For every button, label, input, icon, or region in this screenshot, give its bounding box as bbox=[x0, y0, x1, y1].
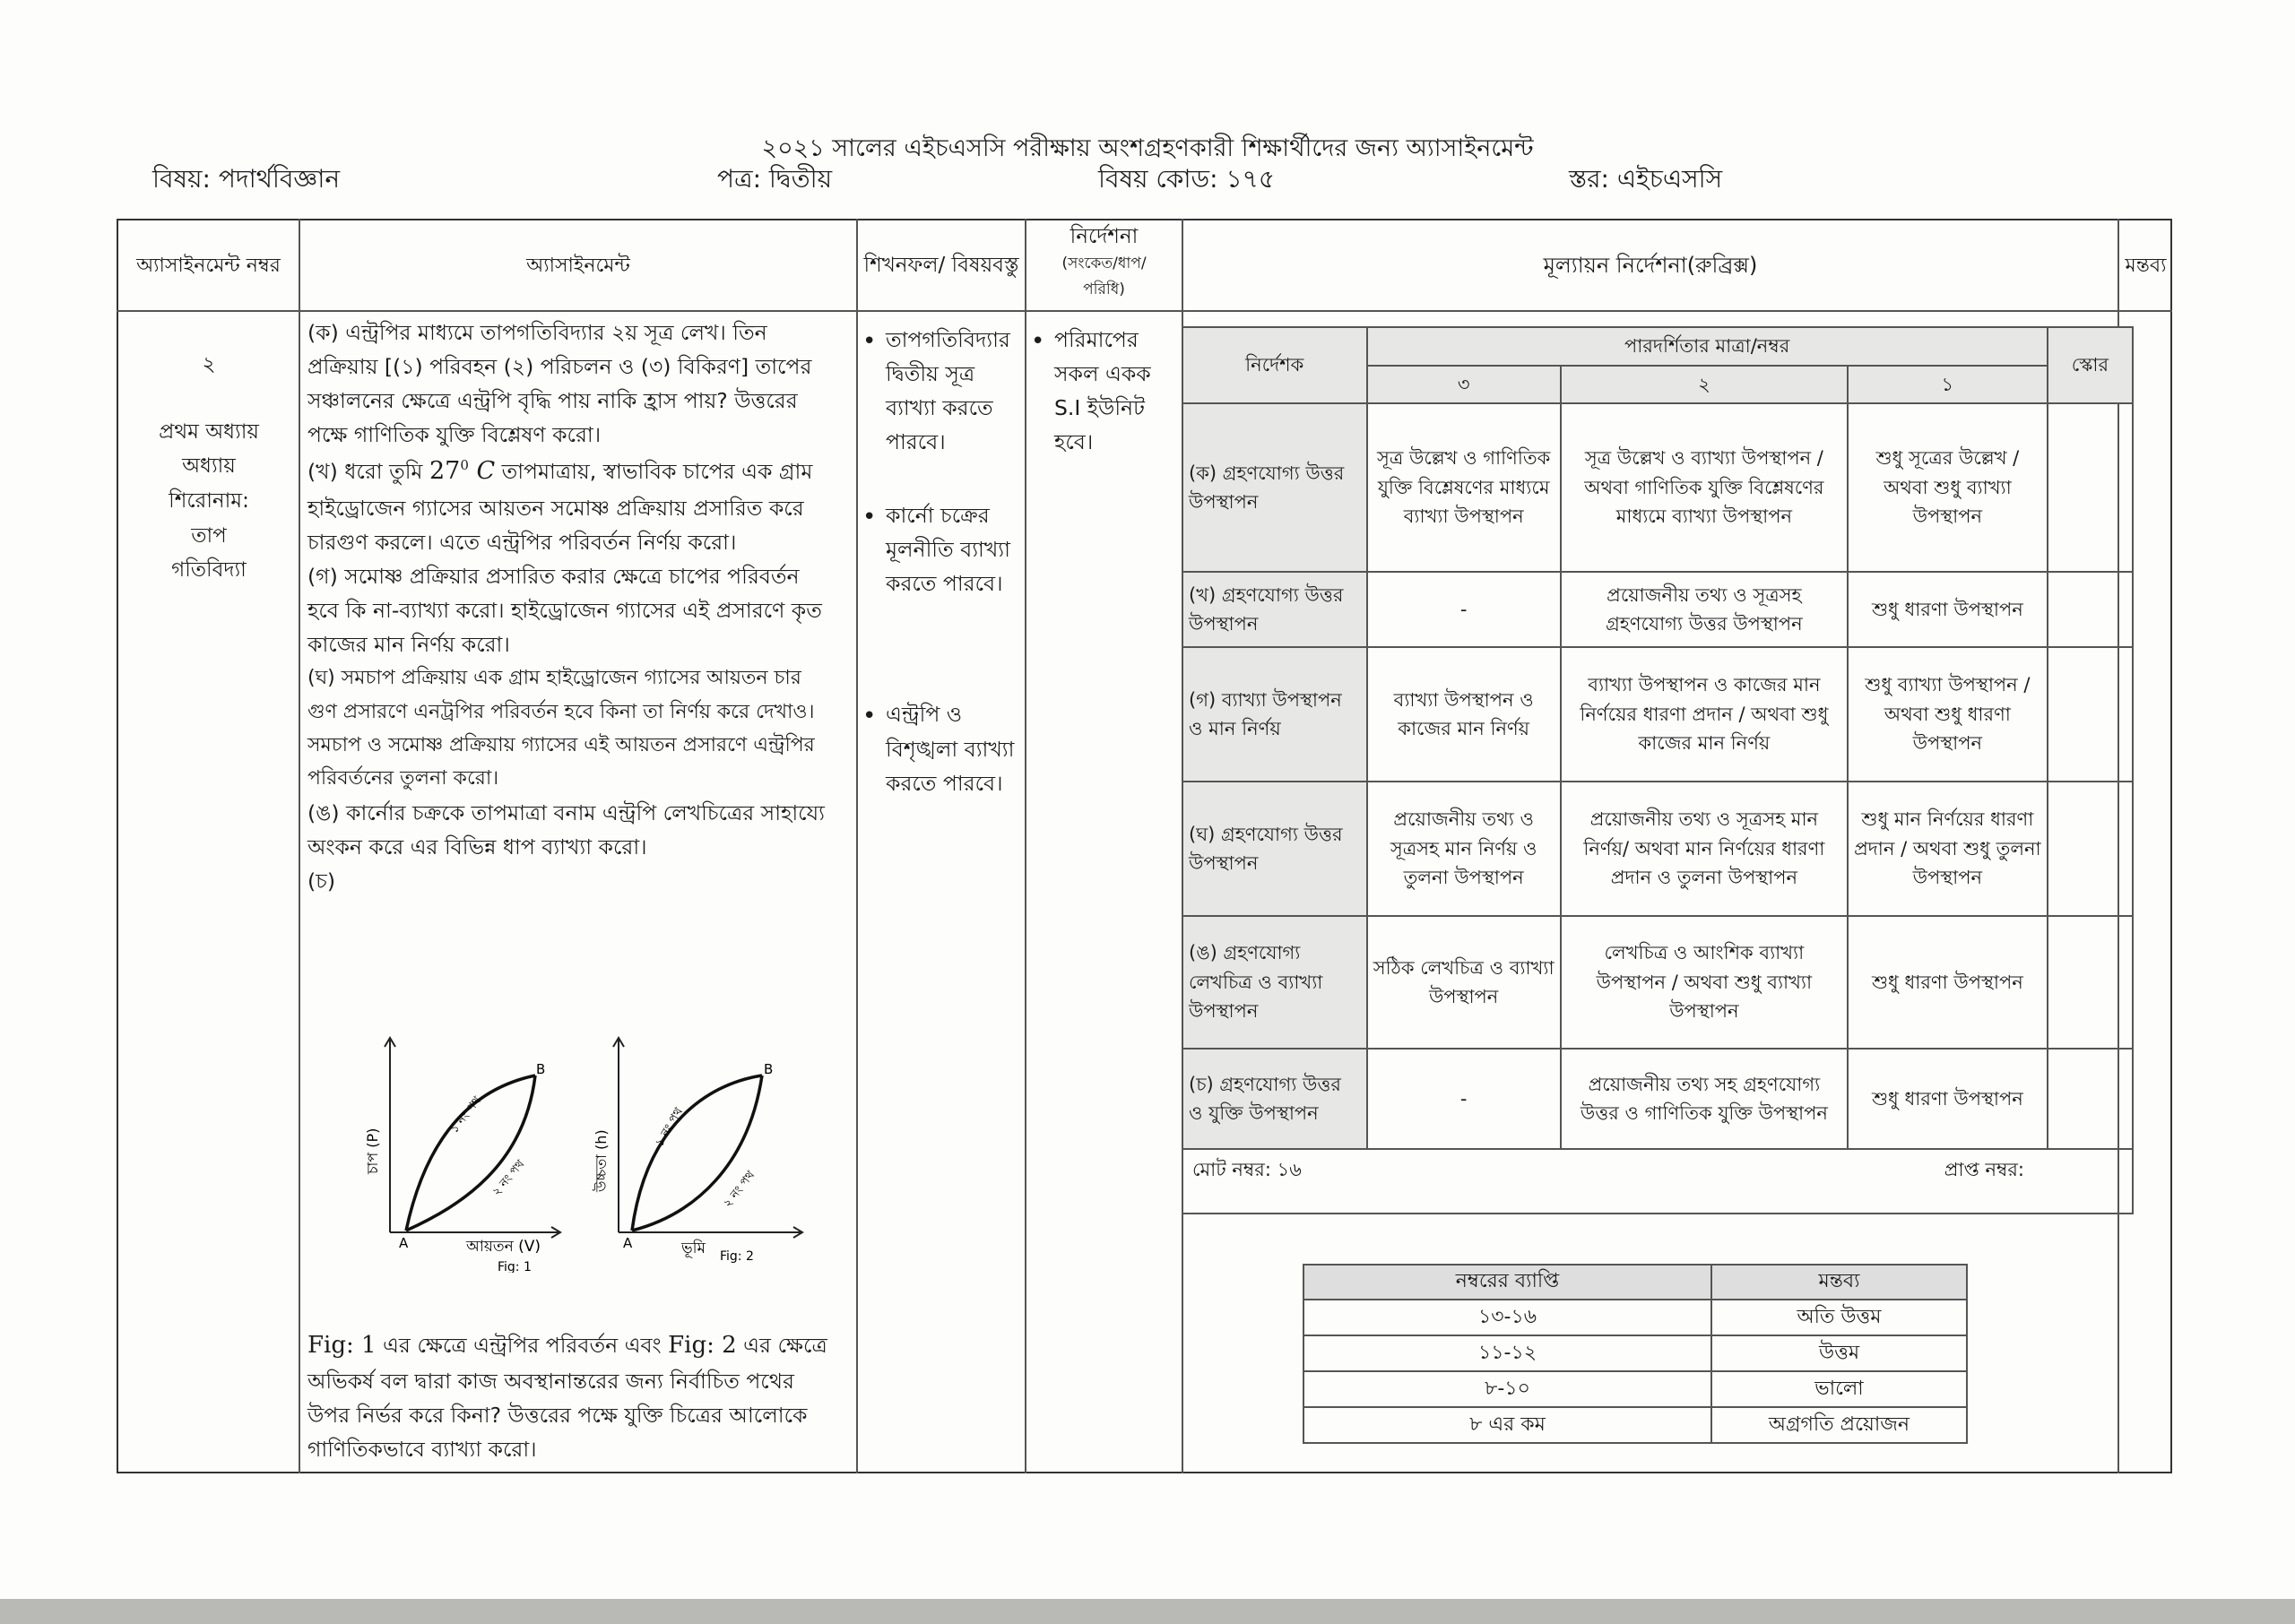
header-assignment: অ্যাসাইনমেন্ট bbox=[526, 254, 630, 277]
fig2-path-2-label: ২ নং পথ bbox=[721, 1168, 758, 1211]
header-instruction-subtitle: (সংকেত/ধাপ/ পরিধি) bbox=[1061, 255, 1147, 298]
scan-edge-band bbox=[0, 1599, 2295, 1624]
header-row-divider bbox=[117, 310, 2172, 312]
rubric-indicator: (গ) ব্যাখ্যা উপস্থাপন ও মান নির্ণয় bbox=[1182, 647, 1367, 782]
rubric-table bbox=[1182, 326, 2134, 1214]
fig2-point-a: A bbox=[623, 1235, 633, 1251]
question-ga: (গ) সমোষ্ণ প্রক্রিয়ার প্রসারিত করার ক্ষেত্রে চাপের পরিবর্তন হবে কি না-ব্যাখ্যা করো। হাইড্রোজেন গ্যাসের এই প্রসারণে কৃত কাজের মান নির্ণয় করো। bbox=[307, 564, 822, 658]
assignment-number-cell bbox=[121, 348, 297, 588]
grades-table bbox=[1303, 1264, 1968, 1444]
fig1-point-a: A bbox=[399, 1235, 409, 1251]
rubric-indicator: (ঙ) গ্রহণযোগ্য লেখচিত্র ও ব্যাখ্যা উপস্থাপন bbox=[1182, 916, 1367, 1049]
fig2-path-1-label: ১ নং পথ bbox=[653, 1105, 687, 1149]
rubric-row bbox=[1182, 572, 2133, 647]
grade-range: ৮ এর কম bbox=[1303, 1407, 1711, 1443]
header-remark: মন্তব্য bbox=[2125, 254, 2167, 277]
question-list bbox=[307, 315, 835, 898]
rubric-cell-3: - bbox=[1367, 1049, 1561, 1149]
question-figure-text-1: এর ক্ষেত্রে এন্ট্রপির পরিবর্তন এবং bbox=[376, 1333, 669, 1358]
rubric-cell-1: শুধু ধারণা উপস্থাপন bbox=[1848, 916, 2048, 1049]
level-label: স্তর: এইচএসসি bbox=[1569, 164, 1723, 194]
question-umo: (ঙ) কার্নোর চক্রকে তাপমাত্রা বনাম এন্ট্রপি লেখচিত্রের সাহায্যে অংকন করে এর বিভিন্ন ধাপ ব্যাখ্যা করো। bbox=[307, 799, 825, 860]
outcome-item: • এন্ট্রপি ও বিশৃঙ্খলা ব্যাখ্যা করতে পারবে। bbox=[862, 697, 1022, 799]
rubric-level-3: ৩ bbox=[1367, 366, 1561, 404]
rubric-score-cell bbox=[2048, 572, 2133, 647]
rubric-cell-3: সঠিক লেখচিত্র ও ব্যাখ্যা উপস্থাপন bbox=[1367, 916, 1561, 1049]
fig1-path-2-label: ২ নং পথ bbox=[489, 1157, 528, 1199]
question-gha: (ঘ) সমচাপ প্রক্রিয়ায় এক গ্রাম হাইড্রোজেন গ্যাসের আয়তন চার গুণ প্রসারণে এনট্রপির পরিবর্তন হবে কিনা তা নির্ণয় করে দেখাও। সমচাপ ও সমোষ্ণ প্রক্রিয়ায় গ্যাসের এই আয়তন প্রসারণে এন্ট্রপির পরিবর্তনের তুলনা করো। bbox=[307, 667, 815, 790]
rubric-indicator: (চ) গ্রহণযোগ্য উত্তর ও যুক্তি উপস্থাপন bbox=[1182, 1049, 1367, 1149]
column-divider bbox=[299, 219, 300, 1473]
rubric-score-cell bbox=[2048, 647, 2133, 782]
header-assignment-number: অ্যাসাইনমেন্ট নম্বর bbox=[136, 254, 281, 277]
rubric-indicator: (ঘ) গ্রহণযোগ্য উত্তর উপস্থাপন bbox=[1182, 782, 1367, 916]
title-label: শিরোনাম: bbox=[169, 488, 249, 513]
outcome-item: • কার্নো চক্রের মূলনীতি ব্যাখ্যা করতে পারবে। bbox=[862, 498, 1022, 600]
subject-code-label: বিষয় কোড: ১৭৫ bbox=[1098, 164, 1275, 194]
grade-remark: অতি উত্তম bbox=[1711, 1300, 1967, 1335]
rubric-cell-2: ব্যাখ্যা উপস্থাপন ও কাজের মান নির্ণয়ের ধারণা প্রদান / অথবা শুধু কাজের মান নির্ণয় bbox=[1561, 647, 1848, 782]
header-learning-outcome: শিখনফল/ বিষয়বস্তু bbox=[863, 253, 1019, 277]
rubric-cell-2: লেখচিত্র ও আংশিক ব্যাখ্যা উপস্থাপন / অথবা শুধু ব্যাখ্যা উপস্থাপন bbox=[1561, 916, 1848, 1049]
rubric-indicator: (খ) গ্রহণযোগ্য উত্তর উপস্থাপন bbox=[1182, 572, 1367, 647]
grade-remark: উত্তম bbox=[1711, 1335, 1967, 1371]
rubric-score-cell bbox=[2048, 916, 2133, 1049]
grade-remark: ভালো bbox=[1711, 1371, 1967, 1407]
header-instruction-title: নির্দেশনা bbox=[1070, 225, 1139, 249]
temp-value: 27 bbox=[429, 457, 461, 486]
rubric-cell-3: - bbox=[1367, 572, 1561, 647]
rubric-cell-2: সূত্র উল্লেখ ও ব্যাখ্যা উপস্থাপন / অথবা গাণিতিক যুক্তি বিশ্লেষণের মাধ্যমে ব্যাখ্যা উপস্থাপন bbox=[1561, 403, 1848, 572]
fig1-path-1-label: ১ নং পথ bbox=[447, 1093, 485, 1136]
rubric-cell-2: প্রয়োজনীয় তথ্য ও সূত্রসহ মান নির্ণয়/ অথবা মান নির্ণয়ের ধারণা প্রদান ও তুলনা উপস্থাপন bbox=[1561, 782, 1848, 916]
header-rubric: মূল্যায়ন নির্দেশনা(রুব্রিক্স) bbox=[1543, 253, 1758, 278]
grade-row bbox=[1303, 1371, 1967, 1407]
grade-range: ১১-১২ bbox=[1303, 1335, 1711, 1371]
grade-row bbox=[1303, 1335, 1967, 1371]
fig1-ref: Fig: 1 bbox=[307, 1332, 377, 1359]
rubric-cell-1: শুধু ধারণা উপস্থাপন bbox=[1848, 1049, 2048, 1149]
fig1-x-label: আয়তন (V) bbox=[466, 1238, 541, 1256]
rubric-row bbox=[1182, 916, 2133, 1049]
rubric-row bbox=[1182, 782, 2133, 916]
chapter-title: তাপ গতিবিদ্যা bbox=[171, 523, 247, 583]
fig2-ref: Fig: 2 bbox=[668, 1332, 737, 1359]
question-kha-end: তাপমাত্রায়, স্বাভাবিক চাপের এক গ্রাম হাইড্রোজেন গ্যাসের আয়তন সমোষ্ণ প্রক্রিয়ায় প্রসারিত করে চারগুণ করলে। এতে এন্ট্রপির পরিবর্তন নির্ণয় করো। bbox=[307, 459, 813, 556]
temp-degree: 0 bbox=[460, 457, 469, 474]
fig1-y-label: চাপ (P) bbox=[364, 1127, 381, 1174]
rubric-cell-1: শুধু মান নির্ণয়ের ধারণা প্রদান / অথবা শুধু তুলনা উপস্থাপন bbox=[1848, 782, 2048, 916]
fig1-caption: Fig: 1 bbox=[498, 1260, 532, 1273]
question-kha-start: (খ) ধরো তুমি bbox=[307, 459, 429, 485]
rubric-score-cell bbox=[2048, 782, 2133, 916]
rubric-cell-1: শুধু সূত্রের উল্লেখ / অথবা শুধু ব্যাখ্যা উপস্থাপন bbox=[1848, 403, 2048, 572]
obtained-marks: প্রাপ্ত নম্বর: bbox=[1944, 1159, 2024, 1181]
fig2-y-label: উচ্চতা (h) bbox=[593, 1129, 610, 1192]
figure-1 bbox=[364, 1038, 560, 1273]
learning-outcomes bbox=[862, 323, 1022, 833]
grade-range: ১৩-১৬ bbox=[1303, 1300, 1711, 1335]
question-ka: (ক) এন্ট্রপির মাধ্যমে তাপগতিবিদ্যার ২য় সূত্র লেখ। তিন প্রক্রিয়ায় [(১) পরিবহন (২) পরিচলন ও (৩) বিকিরণ] তাপের সঞ্চালনের ক্ষেত্রে এন্ট্রপি বৃদ্ধি পায় নাকি হ্রাস পায়? উত্তরের পক্ষে গাণিতিক যুক্তি বিশ্লেষণ করো। bbox=[307, 320, 812, 448]
rubric-indicator-header: নির্দেশক bbox=[1182, 327, 1367, 403]
fig2-path-1 bbox=[632, 1075, 762, 1231]
rubric-score-cell bbox=[2048, 403, 2133, 572]
column-divider bbox=[1025, 219, 1026, 1473]
question-figure bbox=[307, 1326, 835, 1466]
rubric-score-cell bbox=[2048, 1049, 2133, 1149]
rubric-total-row bbox=[1182, 1149, 2133, 1214]
subject-label: বিষয়: পদার্থবিজ্ঞান bbox=[152, 164, 341, 194]
grade-range: ৮-১০ bbox=[1303, 1371, 1711, 1407]
grade-remark-header: মন্তব্য bbox=[1711, 1265, 1967, 1300]
rubric-indicator: (ক) গ্রহণযোগ্য উত্তর উপস্থাপন bbox=[1182, 403, 1367, 572]
temp-unit: C bbox=[468, 457, 496, 486]
rubric-level-header: পারদর্শিতার মাত্রা/নম্বর bbox=[1367, 327, 2048, 366]
assignment-number: ২ bbox=[202, 353, 216, 376]
chapter-label: প্রথম অধ্যায় bbox=[159, 419, 259, 444]
rubric-level-1: ১ bbox=[1848, 366, 2048, 404]
figure-2 bbox=[593, 1038, 802, 1264]
rubric-cell-3: সূত্র উল্লেখ ও গাণিতিক যুক্তি বিশ্লেষণের মাধ্যমে ব্যাখ্যা উপস্থাপন bbox=[1367, 403, 1561, 572]
rubric-cell-3: প্রয়োজনীয় তথ্য ও সূত্রসহ মান নির্ণয় ও তুলনা উপস্থাপন bbox=[1367, 782, 1561, 916]
question-cha: (চ) bbox=[307, 868, 336, 894]
fig2-x-label: ভূমি bbox=[681, 1240, 706, 1257]
chapter-sub-label: অধ্যায় bbox=[182, 454, 236, 479]
grade-range-header: নম্বরের ব্যাপ্তি bbox=[1303, 1265, 1711, 1300]
rubric-score-header: স্কোর bbox=[2048, 327, 2133, 403]
grade-remark: অগ্রগতি প্রয়োজন bbox=[1711, 1407, 1967, 1443]
rubric-level-2: ২ bbox=[1561, 366, 1848, 404]
question-kha bbox=[307, 452, 835, 559]
fig2-path-2 bbox=[632, 1075, 762, 1231]
rubric-cell-3: ব্যাখ্যা উপস্থাপন ও কাজের মান নির্ণয় bbox=[1367, 647, 1561, 782]
rubric-cell-1: শুধু ধারণা উপস্থাপন bbox=[1848, 572, 2048, 647]
rubric-row bbox=[1182, 403, 2133, 572]
document-title: ২০২১ সালের এইচএসসি পরীক্ষায় অংশগ্রহণকারী শিক্ষার্থীদের জন্য অ্যাসাইনমেন্ট bbox=[761, 134, 1534, 162]
fig2-caption: Fig: 2 bbox=[720, 1249, 754, 1264]
column-divider bbox=[856, 219, 858, 1473]
fig1-point-b: B bbox=[536, 1061, 546, 1077]
paper-label: পত্র: দ্বিতীয় bbox=[717, 164, 833, 194]
rubric-row bbox=[1182, 647, 2133, 782]
rubric-cell-2: প্রয়োজনীয় তথ্য ও সূত্রসহ গ্রহণযোগ্য উত্তর উপস্থাপন bbox=[1561, 572, 1848, 647]
question-kha-temp bbox=[429, 457, 495, 485]
rubric-cell-1: শুধু ব্যাখ্যা উপস্থাপন / অথবা শুধু ধারণা উপস্থাপন bbox=[1848, 647, 2048, 782]
header-instruction bbox=[1026, 219, 1182, 308]
instruction-cell bbox=[1031, 323, 1179, 491]
grade-row bbox=[1303, 1407, 1967, 1443]
outcome-item: • তাপগতিবিদ্যার দ্বিতীয় সূত্র ব্যাখ্যা করতে পারবে। bbox=[862, 323, 1022, 459]
instruction-text: • পরিমাপের সকল একক S.I ইউনিট হবে। bbox=[1031, 323, 1179, 459]
rubric-cell-2: প্রয়োজনীয় তথ্য সহ গ্রহণযোগ্য উত্তর ও গাণিতিক যুক্তি উপস্থাপন bbox=[1561, 1049, 1848, 1149]
total-marks: মোট নম্বর: ১৬ bbox=[1192, 1159, 1302, 1181]
question-figure-text-2: এর ক্ষেত্রে অভিকর্ষ বল দ্বারা কাজ অবস্থানান্তরের জন্য নির্বাচিত পথের উপর নির্ভর করে কিনা? উত্তরের পক্ষে যুক্তি চিত্রের আলোকে গাণিতিকভাবে ব্যাখ্যা করো। bbox=[307, 1333, 827, 1463]
grade-row bbox=[1303, 1300, 1967, 1335]
fig2-point-b: B bbox=[764, 1061, 774, 1077]
figures bbox=[354, 1022, 843, 1273]
rubric-row bbox=[1182, 1049, 2133, 1149]
